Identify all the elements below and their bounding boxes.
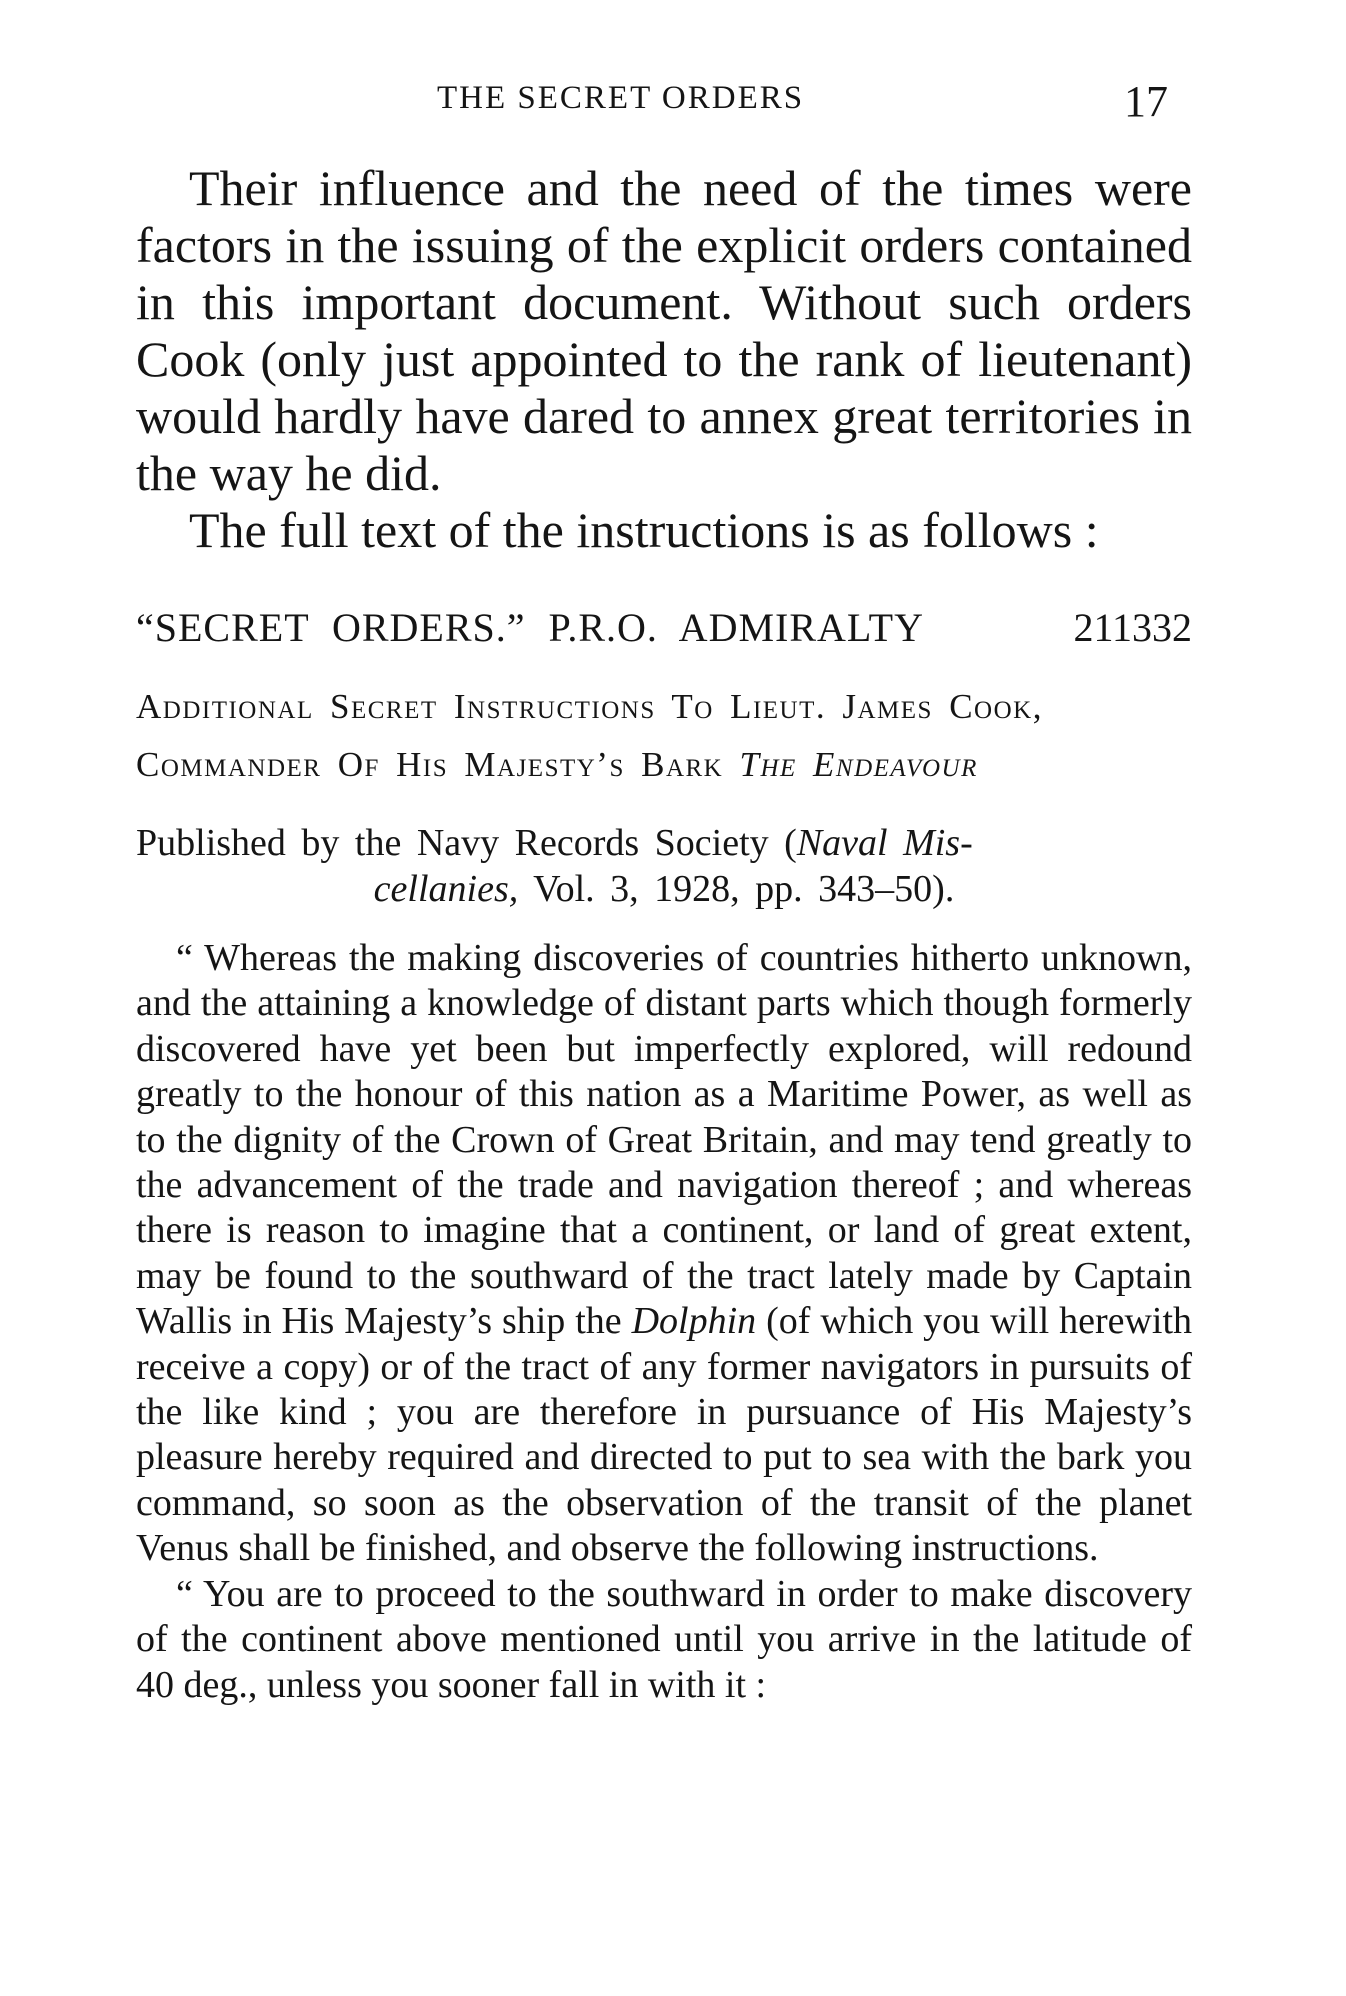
publication-title: cellanies, [373, 868, 519, 910]
publication-line-2 [136, 866, 1192, 912]
intro-paragraph: The full text of the instructions is as follows : [189, 502, 1099, 558]
quote-text: (of which you will herewith receive a copy) or of the tract of any former navigators in pursuits of the like kind ; you are therefore in pursuance of His Majesty’s pleasure hereby required and directed to put to sea with the bark you command, so soon as the observation of the transit of the planet Venus shall be finished, and observe the following instructions. [136, 1300, 1193, 1570]
running-title: THE SECRET ORDERS [437, 80, 805, 116]
intro-paragraph: Their influence and the need of the times were factors in the issuing of the explicit orders contained in this important document. Without such orders Cook (only just appointed to the rank of lieutenant) would hardly have dared to annex great territories in the way he did. [136, 160, 1192, 501]
intro-text [136, 160, 1192, 559]
publication-prefix: Published by the Navy Records Society ( [136, 822, 797, 864]
publication-details: Vol. 3, 1928, pp. 343–50). [533, 868, 955, 910]
orders-heading [136, 604, 1192, 652]
page-number: 17 [1124, 77, 1168, 126]
instructions-quote [136, 936, 1192, 1708]
ship-name: The Endeavour [739, 745, 978, 784]
orders-caption-line [136, 686, 1192, 728]
reference-code: 211332 [1073, 605, 1192, 650]
quote-paragraph [136, 936, 1192, 1572]
ship-name: Dolphin [631, 1300, 757, 1343]
orders-title: “SECRET ORDERS.” P.R.O. ADMIRALTY [136, 605, 924, 650]
publication-note [136, 820, 1192, 912]
publication-title: Naval Mis- [796, 822, 973, 864]
running-head [0, 77, 1346, 130]
quote-text: “ Whereas the making discoveries of countries hitherto unknown, and the attaining a knowledge of distant parts which though formerly discovered have yet been but imperfectly explored, will redound greatly to the honour of this nation as a Maritime Power, as well as to the dignity of the Crown of Great Britain, and may tend greatly to the advancement of the trade and navigation thereof ; and whereas there is reason to imagine that a continent, or land of great extent, may be found to the southward of the tract lately made by Captain Wallis in His Majesty’s ship the [136, 937, 1192, 1343]
quote-paragraph: “ You are to proceed to the southward in order to make discovery of the continent above mentioned until you arrive in the latitude of 40 deg., unless you sooner fall in with it : [136, 1572, 1192, 1706]
orders-caption-line [136, 744, 1192, 786]
caption-text: Commander Of His Majesty’s Bark [136, 745, 724, 784]
caption-text: Additional Secret Instructions To Lieut. James Cook, [136, 687, 1043, 726]
